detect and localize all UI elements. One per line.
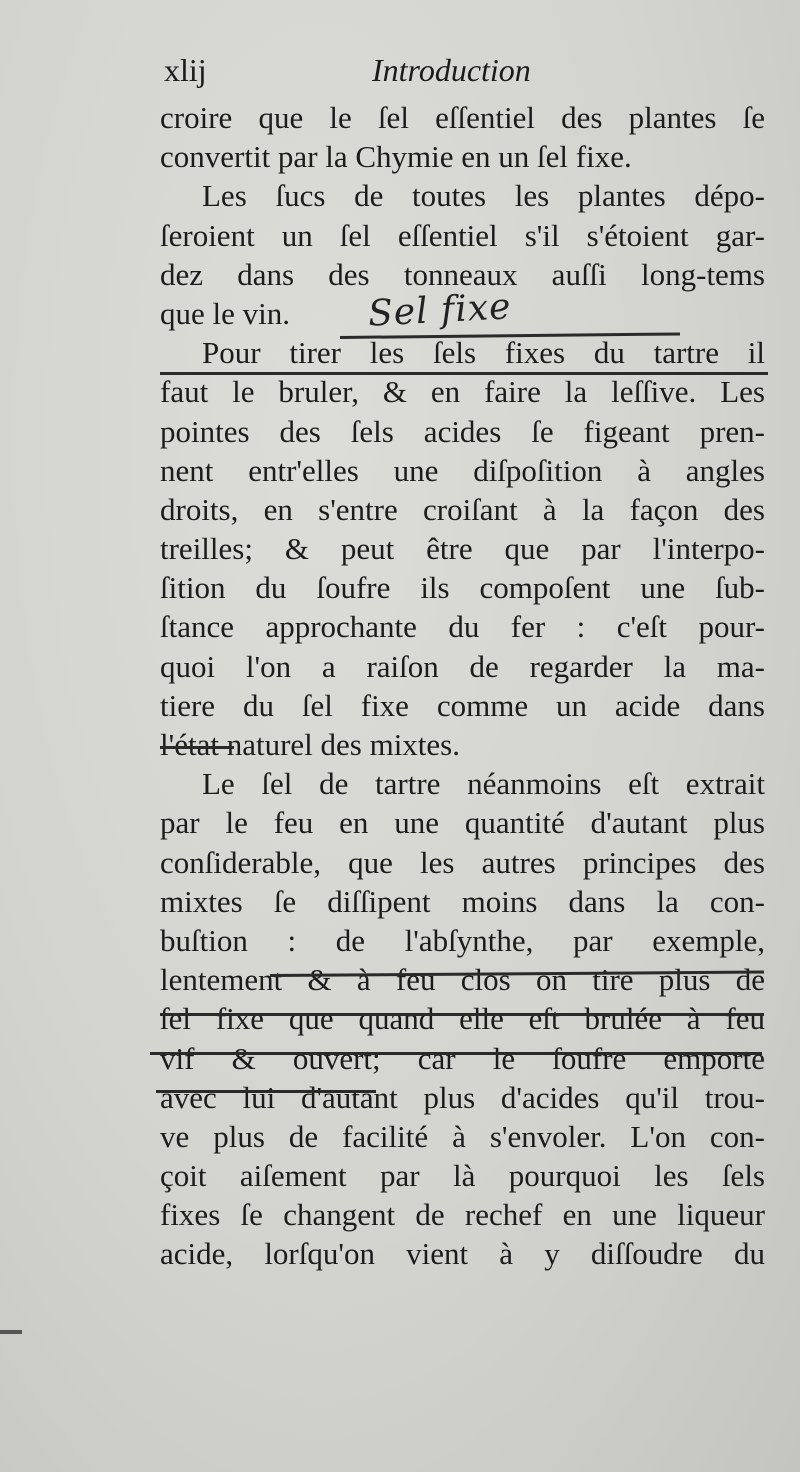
text-line: nent entr'elles une diſpoſition à angles <box>160 452 765 488</box>
page-header <box>164 52 764 96</box>
page-number: xlij <box>164 52 207 88</box>
ink-underline <box>150 1052 762 1055</box>
text-line: treilles; & peut être que par l'interpo- <box>160 531 765 567</box>
text-line: ſtance approchante du fer : c'eſt pour- <box>160 609 765 645</box>
text-line: lentement & à feu clos on tire plus de <box>160 962 765 998</box>
text-line: fixes ſe changent de rechef en une liqueur <box>160 1197 765 1233</box>
text-line: ve plus de facilité à s'envoler. L'on con- <box>160 1118 765 1154</box>
body-text <box>160 98 765 1274</box>
text-line: convertit par la Chymie en un ſel fixe. <box>160 139 632 175</box>
text-line: quoi l'on a raiſon de regarder la ma- <box>160 648 765 684</box>
text-line: que le vin. <box>160 295 290 331</box>
ink-underline <box>160 746 234 749</box>
text-line: acide, lorſqu'on vient à y diſſoudre du <box>160 1236 765 1272</box>
text-line: avec lui d'autant plus d'acides qu'il trou- <box>160 1079 765 1115</box>
text-line: conſiderable, que les autres principes des <box>160 844 765 880</box>
ink-underline <box>156 1090 376 1093</box>
text-line: Les ſucs de toutes les plantes dépo- <box>202 178 765 214</box>
text-line: mixtes ſe diſſipent moins dans la con- <box>160 883 765 919</box>
text-line: çoit aiſement par là pourquoi les ſels <box>160 1158 765 1194</box>
running-head: Introduction <box>372 52 531 88</box>
handwritten-annotation: Sel fixe <box>367 286 513 335</box>
text-line: pointes des ſels acides ſe figeant pren- <box>160 413 765 449</box>
text-line: croire que le ſel eſſentiel des plantes ſe <box>160 100 765 135</box>
text-line: par le feu en une quantité d'autant plus <box>160 805 765 841</box>
text-line: buſtion : de l'abſynthe, par exemple, <box>160 922 765 958</box>
text-line: faut le bruler, & en faire la leſſive. Les <box>160 374 765 410</box>
text-line: dez dans des tonneaux auſſi long-tems <box>160 256 765 292</box>
page-edge-mark <box>0 1330 22 1334</box>
text-line: Pour tirer les ſels fixes du tartre il <box>202 335 765 371</box>
text-line: l'état naturel des mixtes. <box>160 727 460 762</box>
text-line: droits, en s'entre croiſant à la façon des <box>160 491 765 527</box>
ink-underline <box>160 372 768 375</box>
text-line: ſition du ſoufre ils compoſent une ſub- <box>160 570 765 606</box>
text-line: ſeroient un ſel eſſentiel s'il s'étoient gar- <box>160 217 765 253</box>
text-line: vif & ouvert; car le ſoufre emporte <box>160 1040 765 1076</box>
text-line: Le ſel de tartre néanmoins eſt extrait <box>202 766 765 802</box>
text-line: tiere du ſel fixe comme un acide dans <box>160 687 765 723</box>
ink-underline <box>160 1013 764 1016</box>
text-line: ſel fixe que quand elle eſt brulée à feu <box>160 1001 765 1037</box>
